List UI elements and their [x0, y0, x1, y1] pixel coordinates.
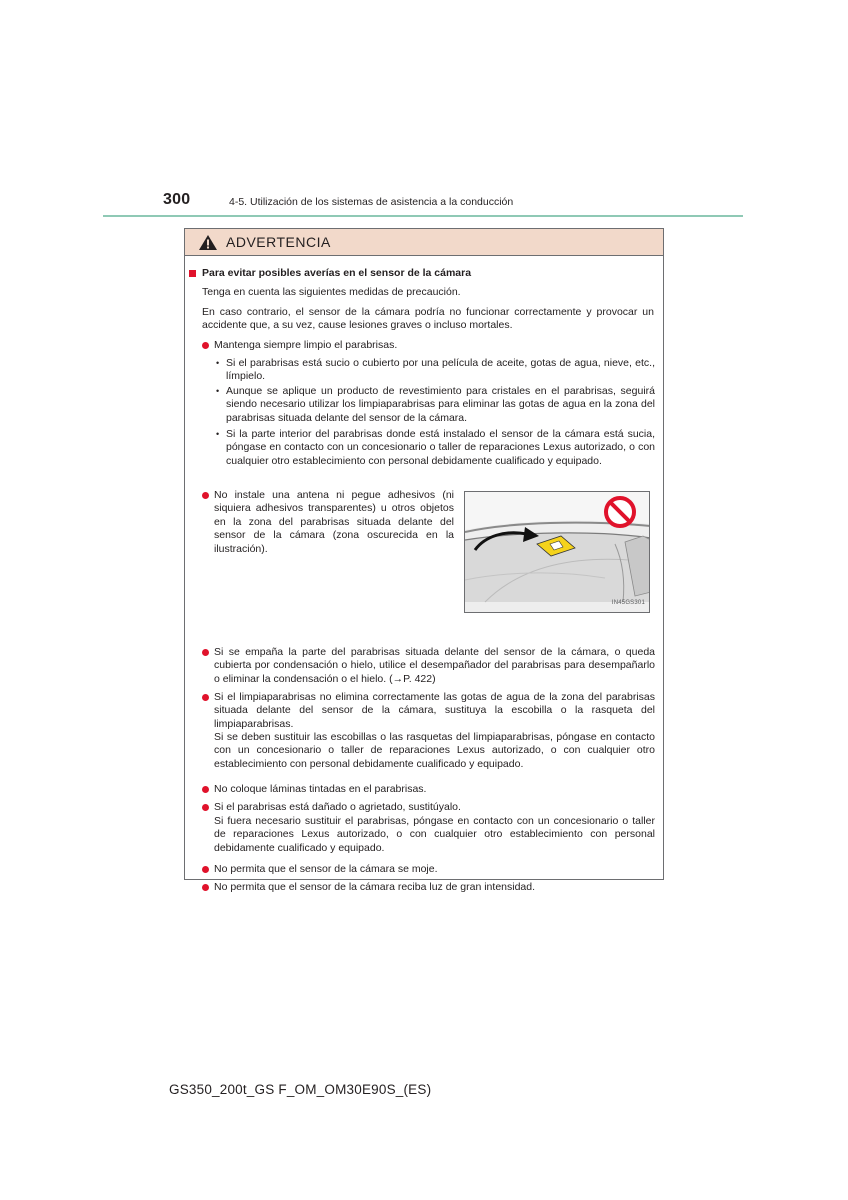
item-keep-clean: Mantenga siempre limpio el parabrisas. — [214, 339, 398, 351]
bullet-dot-icon — [202, 492, 209, 499]
item-damaged-2: Si fuera necesario sustituir el parabrisas, póngase en contacto con un concesionario o taller de reparaciones Lexus autorizado, o con cualquier otro establecimiento con personal debidamente cualificado y equipado. — [214, 815, 655, 854]
warning-heading: Para evitar posibles averías en el sensor de la cámara — [202, 267, 472, 279]
page-number: 300 — [163, 191, 191, 208]
bullet-dot-icon — [202, 649, 209, 656]
warning-title: ADVERTENCIA — [226, 234, 331, 250]
warning-box — [184, 228, 664, 893]
warning-header — [185, 229, 663, 256]
bullet-dot-icon — [202, 804, 209, 811]
footer-code: GS350_200t_GS F_OM_OM30E90S_(ES) — [169, 1082, 432, 1097]
windshield-drawing — [465, 492, 650, 613]
intro-paragraph-1: Tenga en cuenta las siguientes medidas de precaución. — [202, 286, 461, 298]
warning-triangle-icon — [198, 234, 218, 251]
item-wet: No permita que el sensor de la cámara se moje. — [214, 863, 438, 875]
illustration-code: IN45GS301 — [611, 599, 645, 606]
intro-paragraph-2: En caso contrario, el sensor de la cámara podría no funcionar correctamente y provocar un accidente que, a su vez, cause lesiones graves o incluso mortales. — [202, 306, 654, 332]
sub-item-interior: Si la parte interior del parabrisas donde está instalado el sensor de la cámara está sucia, póngase en contacto con un concesionario o taller de reparaciones Lexus autorizado, o con cualquier otro establecimiento con personal debidamente cualificado y equipado. — [226, 428, 655, 467]
sub-bullet-icon: • — [216, 386, 220, 396]
bullet-dot-icon — [202, 866, 209, 873]
item-light: No permita que el sensor de la cámara reciba luz de gran intensidad. — [214, 881, 536, 893]
item-tint: No coloque láminas tintadas en el parabrisas. — [214, 783, 427, 795]
bullet-dot-icon — [202, 884, 209, 891]
item-no-antenna: No instale una antena ni pegue adhesivos (ni siquiera adhesivos transparentes) u otros objetos en la zona del parabrisas situada delante del sensor de la cámara (zona oscurecida en la ilustración). — [214, 489, 454, 555]
bullet-dot-icon — [202, 342, 209, 349]
sub-item-dirty: Si el parabrisas está sucio o cubierto por una película de aceite, gotas de agua, nieve, etc., límpielo. — [226, 357, 655, 383]
section-title: 4-5. Utilización de los sistemas de asistencia a la conducción — [229, 196, 514, 208]
item-wiper-2: Si se deben sustituir las escobillas o las rasquetas del limpiaparabrisas, póngase en contacto con un concesionario o taller de reparaciones Lexus autorizado, o con cualquier otro establecimiento con personal debidamente cualificado y equipado. — [214, 731, 655, 770]
header-rule — [103, 215, 743, 217]
sub-item-coating: Aunque se aplique un producto de revestimiento para cristales en el parabrisas, seguirá siendo necesario utilizar los limpiaparabrisas para eliminar las gotas de agua en la zona del parabrisas situada delante del sensor de la cámara. — [226, 385, 655, 424]
windshield-illustration — [464, 491, 650, 613]
sub-bullet-icon: • — [216, 429, 220, 439]
item-fog: Si se empaña la parte del parabrisas situada delante del sensor de la cámara, o queda cubierta por condensación o hielo, utilice el desempañador del parabrisas para desempañarlo o eliminar la condensación o el hielo. (→P. 422) — [214, 646, 655, 685]
sub-bullet-icon: • — [216, 358, 220, 368]
square-bullet-icon — [189, 270, 196, 277]
item-damaged-1: Si el parabrisas está dañado o agrietado, sustitúyalo. — [214, 801, 461, 813]
item-wiper-1: Si el limpiaparabrisas no elimina correctamente las gotas de agua de la zona del parabrisas situada delante del sensor de la cámara, sustituya la escobilla o la rasqueta del limpiaparabrisas. — [214, 691, 655, 730]
bullet-dot-icon — [202, 786, 209, 793]
bullet-dot-icon — [202, 694, 209, 701]
